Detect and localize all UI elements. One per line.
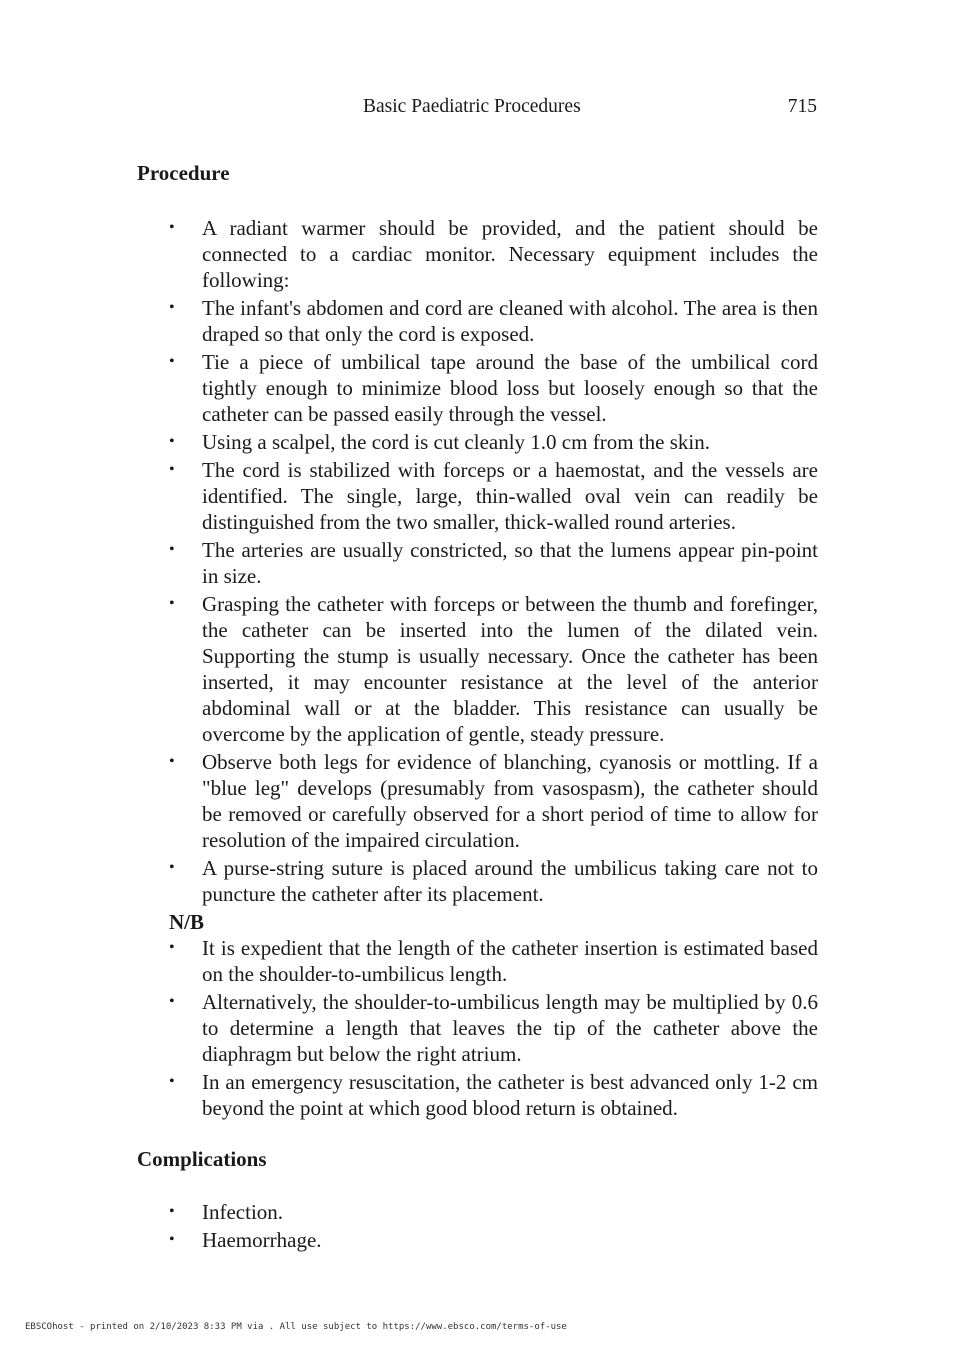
list-item xyxy=(169,1069,818,1121)
print-footer: EBSCOhost - printed on 2/10/2023 8:33 PM via . All use subject to https://www.ebsco.com/terms-of-use xyxy=(25,1322,567,1332)
bullet-icon: • xyxy=(169,753,175,770)
list-item-text: Tie a piece of umbilical tape around the base of the umbilical cord tightly enough to minimize blood loss but loosely enough so that the catheter can be passed easily through the vessel. xyxy=(202,350,818,426)
nb-label: N/B xyxy=(169,910,205,934)
bullet-icon: • xyxy=(169,859,175,876)
list-item xyxy=(169,215,818,293)
list-item xyxy=(169,295,818,347)
list-item xyxy=(169,855,818,907)
list-item xyxy=(169,1227,818,1253)
list-item-text: Haemorrhage. xyxy=(202,1228,322,1252)
list-item-text: Observe both legs for evidence of blanching, cyanosis or mottling. If a "blue leg" develops (presumably from vasospasm), the catheter should be removed or carefully observed for a short period of time to allow for resolution of the impaired circulation. xyxy=(202,750,818,852)
bullet-icon: • xyxy=(169,353,175,370)
bullet-icon: • xyxy=(169,461,175,478)
section-heading-complications: Complications xyxy=(137,1147,267,1171)
bullet-icon: • xyxy=(169,595,175,612)
bullet-icon: • xyxy=(169,1231,175,1248)
list-item-text: The arteries are usually constricted, so that the lumens appear pin-point in size. xyxy=(202,538,818,588)
list-item xyxy=(169,1199,818,1225)
list-item-text: Alternatively, the shoulder-to-umbilicus length may be multiplied by 0.6 to determine a length that leaves the tip of the catheter above the diaphragm but below the right atrium. xyxy=(202,990,818,1066)
list-item-text: In an emergency resuscitation, the catheter is best advanced only 1-2 cm beyond the point at which good blood return is obtained. xyxy=(202,1070,818,1120)
procedure-list xyxy=(0,215,955,1123)
bullet-icon: • xyxy=(169,939,175,956)
list-item xyxy=(169,935,818,987)
bullet-icon: • xyxy=(169,1203,175,1220)
list-item-text: Using a scalpel, the cord is cut cleanly 1.0 cm from the skin. xyxy=(202,430,710,454)
bullet-icon: • xyxy=(169,1073,175,1090)
list-item-text: The cord is stabilized with forceps or a haemostat, and the vessels are identified. The single, large, thin-walled oval vein can readily be distinguished from the two smaller, thick-walled round arteries. xyxy=(202,458,818,534)
list-item xyxy=(169,749,818,853)
list-item xyxy=(169,429,818,455)
bullet-icon: • xyxy=(169,433,175,450)
list-item xyxy=(169,349,818,427)
bullet-icon: • xyxy=(169,993,175,1010)
running-head xyxy=(0,96,955,122)
bullet-icon: • xyxy=(169,541,175,558)
running-title: Basic Paediatric Procedures xyxy=(363,96,581,117)
list-item-text: Grasping the catheter with forceps or between the thumb and forefinger, the catheter can be inserted into the lumen of the dilated vein. Supporting the stump is usually necessary. Once the catheter has been inserted, it may encounter resistance at the level of the anterior abdominal wall or at the bladder. This resistance can usually be overcome by the application of gentle, steady pressure. xyxy=(202,592,818,746)
complications-list xyxy=(0,1199,955,1255)
list-item-text: A radiant warmer should be provided, and the patient should be connected to a cardiac monitor. Necessary equipment includes the following: xyxy=(202,216,818,292)
bullet-icon: • xyxy=(169,219,175,236)
list-item-text: Infection. xyxy=(202,1200,284,1224)
list-item-text: The infant's abdomen and cord are cleaned with alcohol. The area is then draped so that only the cord is exposed. xyxy=(202,296,818,346)
list-item-text: A purse-string suture is placed around the umbilicus taking care not to puncture the catheter after its placement. xyxy=(202,856,818,906)
section-heading-procedure: Procedure xyxy=(137,161,230,185)
list-item-text: It is expedient that the length of the catheter insertion is estimated based on the shoulder-to-umbilicus length. xyxy=(202,936,818,986)
list-item xyxy=(169,457,818,535)
list-item xyxy=(169,989,818,1067)
page-number: 715 xyxy=(787,96,817,117)
list-item xyxy=(169,537,818,589)
list-item xyxy=(169,591,818,747)
bullet-icon: • xyxy=(169,299,175,316)
